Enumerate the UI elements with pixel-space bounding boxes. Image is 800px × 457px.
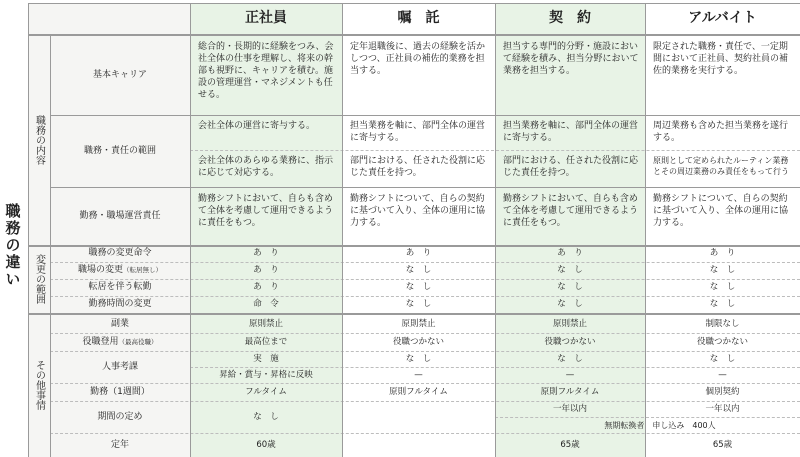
fukugyo-arubaito: 制限なし xyxy=(705,319,740,329)
kikan-seishain: な し xyxy=(253,412,279,422)
jinji2-shokutaku: — xyxy=(414,370,423,380)
henko-meirei-arubaito: あ り xyxy=(709,248,736,258)
henko-meirei-keiyaku: あ り xyxy=(557,248,583,258)
label-teinen: 定年 xyxy=(110,440,129,450)
main-side-label: 職務の違い xyxy=(3,202,22,288)
kikan-arubaito: 一年以内 xyxy=(705,404,740,414)
henko-shokuba-keiyaku: な し xyxy=(557,265,583,275)
kinmu-shu-arubaito: 個別契約 xyxy=(705,387,740,397)
kinmu-arubaito: 勤務シフトについて、自らの契約に基づいて入り、全体の運用に協力する。 xyxy=(653,194,789,228)
teinen-keiyaku: 65歳 xyxy=(560,440,580,450)
henko-shokuba-seishain: あ り xyxy=(253,265,279,275)
fukugyo-shokutaku: 原則禁止 xyxy=(401,319,436,329)
henko-tenkyo-arubaito: な し xyxy=(709,282,736,292)
henko-meirei-shokutaku: あ り xyxy=(405,248,432,258)
kinmu-keiyaku: 勤務シフトにおいて、自らも含めて全体を考慮して運用できるように責任をもつ。 xyxy=(503,194,639,228)
henko-jikan-arubaito: な し xyxy=(709,299,736,309)
jinji2-seishain: 昇給・賞与・昇格に反映 xyxy=(219,370,313,380)
label-yakushoku: 役職登用（最高役職） xyxy=(82,337,158,347)
teinen-seishain: 60歳 xyxy=(256,440,276,450)
sekinin2-keiyaku: 部門における、任された役割に応じた責任を持つ。 xyxy=(503,156,639,178)
fukugyo-keiyaku: 原則禁止 xyxy=(552,319,587,329)
section-shokumu-naiyo: 職務の内容 xyxy=(33,115,45,165)
jinji2-arubaito: — xyxy=(718,370,727,380)
label-kinmu-sekinin: 勤務・職場運営責任 xyxy=(79,211,161,221)
label-kihon-career: 基本キャリア xyxy=(92,70,147,80)
sekinin2-seishain: 会社全体のあらゆる業務に、指示に応じて対応する。 xyxy=(198,156,334,178)
kinmu-shu-seishain: フルタイム xyxy=(245,387,287,397)
henko-shokuba-shokutaku: な し xyxy=(405,265,432,275)
career-keiyaku: 担当する専門的分野・施設において経験を積み、担当分野において業務を担当する。 xyxy=(503,42,639,76)
henko-tenkyo-seishain: あ り xyxy=(253,282,279,292)
sekinin2-arubaito: 原則として定められたルーティン業務とその周辺業務のみ責任をもって行う xyxy=(653,156,789,176)
header-arubaito: アルバイト xyxy=(688,10,757,26)
henko-jikan-shokutaku: な し xyxy=(405,299,432,309)
fukugyo-seishain: 原則禁止 xyxy=(248,319,283,329)
yakushoku-arubaito: 役職つかない xyxy=(696,337,748,347)
henko-tenkyo-keiyaku: な し xyxy=(557,282,583,292)
henko-jikan-seishain: 命 令 xyxy=(253,299,279,309)
career-seishain: 総合的・長期的に経験をつみ、会社全体の仕事を理解し、将来の幹部も視野に、キャリアを積む。施設の管理運営・マネジメントも任せる。 xyxy=(198,42,334,100)
jinji1-keiyaku: な し xyxy=(557,354,583,364)
label-henko-meirei: 職務の変更命令 xyxy=(88,248,152,258)
label-sekinin: 職務・責任の範囲 xyxy=(83,146,156,156)
label-kinmu-shu: 勤務（1週間） xyxy=(90,387,150,397)
label-kikan: 期間の定め xyxy=(97,412,143,422)
label-kinmu-jikan: 勤務時間の変更 xyxy=(88,299,152,309)
sekinin2-shokutaku: 部門における、任された役割に応じた責任を持つ。 xyxy=(350,156,486,178)
section-henko-hani: 変更の範囲 xyxy=(33,254,45,304)
kinmu-shokutaku: 勤務シフトについて、自らの契約に基づいて入り、全体の運用に協力する。 xyxy=(350,194,486,228)
henko-jikan-keiyaku: な し xyxy=(557,299,583,309)
yakushoku-seishain: 最高位まで xyxy=(244,337,288,347)
sekinin1-shokutaku: 担当業務を軸に、部門全体の運営に寄与する。 xyxy=(350,121,486,143)
career-arubaito: 限定された職務・責任で、一定期間において正社員、契約社員の補佐的業務を実行する。 xyxy=(653,42,789,76)
yakushoku-keiyaku: 役職つかない xyxy=(544,337,596,347)
label-shokuba-henko: 職場の変更（転居無し） xyxy=(77,265,162,275)
career-shokutaku: 定年退職後に、過去の経験を活かしつつ、正社員の補佐的業務を担当する。 xyxy=(350,42,486,76)
header-shokutaku: 嘱 託 xyxy=(397,10,440,26)
label-tenkyo: 転居を伴う転勤 xyxy=(88,282,152,292)
yakushoku-shokutaku: 役職つかない xyxy=(392,337,444,347)
header-keiyaku: 契 約 xyxy=(549,10,591,26)
jinji1-arubaito: な し xyxy=(709,354,736,364)
sekinin1-seishain: 会社全体の運営に寄与する。 xyxy=(198,121,316,131)
sekinin1-arubaito: 周辺業務も含めた担当業務を遂行する。 xyxy=(653,121,789,143)
header-seishain: 正社員 xyxy=(245,10,287,26)
section-sonota: その他事情 xyxy=(33,360,45,410)
kikan-note: 無期転換者 申し込み 400人 xyxy=(604,421,716,430)
label-jinji: 人事考課 xyxy=(101,362,138,372)
teinen-arubaito: 65歳 xyxy=(712,440,733,450)
kikan-keiyaku: 一年以内 xyxy=(552,404,587,414)
sekinin1-keiyaku: 担当業務を軸に、部門全体の運営に寄与する。 xyxy=(503,121,639,143)
henko-meirei-seishain: あ り xyxy=(253,248,279,258)
label-fukugyo: 副業 xyxy=(110,319,129,329)
kinmu-shu-shokutaku: 原則フルタイム xyxy=(389,387,448,397)
jinji1-shokutaku: な し xyxy=(405,354,432,364)
jinji2-keiyaku: — xyxy=(565,370,575,380)
jinji1-seishain: 実 施 xyxy=(253,354,279,364)
henko-tenkyo-shokutaku: な し xyxy=(405,282,432,292)
kinmu-shu-keiyaku: 原則フルタイム xyxy=(540,387,600,397)
henko-shokuba-arubaito: な し xyxy=(709,265,736,275)
kinmu-seishain: 勤務シフトにおいて、自らも含めて全体を考慮して運用できるように責任をもつ。 xyxy=(198,194,334,228)
